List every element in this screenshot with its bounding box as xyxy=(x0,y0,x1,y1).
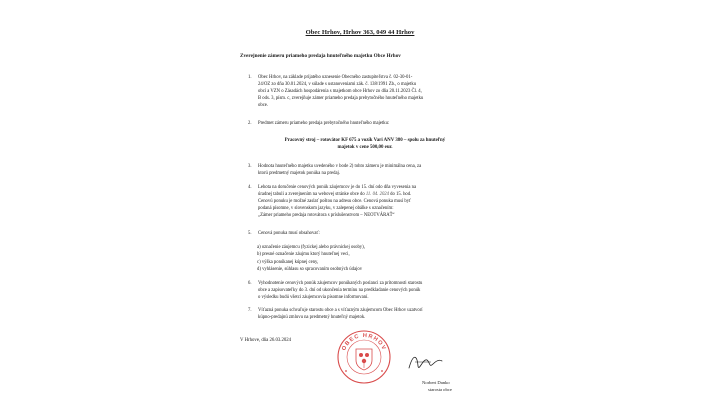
signer-name: Norbert Danko xyxy=(422,380,450,385)
date-line-suffix: do 15. hod. xyxy=(390,192,412,197)
item-line: Cenová ponuka musí obsahovať: xyxy=(258,231,320,236)
item-5-text xyxy=(258,230,490,237)
item-6-text xyxy=(258,280,490,301)
item-line: Vyhodnotenie cenových ponúk záujemcov ponúkaných poslanci za prítomnosti starostu xyxy=(258,281,423,286)
document-subtitle: Zverejnenie zámeru priameho predaja hnuteľného majetku Obce Hrhov xyxy=(240,53,401,59)
item-line: „Zámer priameho predaja rotovátora s príslušenstvom – NEOTVÁRAŤ“ xyxy=(258,213,395,218)
offer-description xyxy=(250,137,480,151)
item-number: 1. xyxy=(248,75,252,80)
item-line: kúpno-predajnú zmluvu na predmetný hnuteľný majetok. xyxy=(258,315,366,320)
date-line-prefix: úradnej tabuli a zverejnením na webovej stránke obce do xyxy=(258,192,365,197)
handwritten-date: 11. 04. 2024 xyxy=(365,192,389,197)
item-line: Obec Hrhov, na základe prijatého uznesenie Obecného zastupiteľstva č. 02-30-01- xyxy=(258,75,413,80)
item-line: Víťazná ponuka schvaľuje starostu obce a s víťazným záujemcom Obec Hrhov uzatvorí xyxy=(258,308,423,313)
requirements-list xyxy=(257,244,365,274)
item-line: Lehota na doručenie cenových ponúk záujemcov je do 15. dní odo dňa vyvesenia na xyxy=(258,185,417,190)
item-7-text xyxy=(258,307,490,321)
item-number: 6. xyxy=(248,281,252,286)
item-line: 24/OZ zo dňa 30.01.2024, v súlade s ustanoveniami zák. č. 138/1991 Zb., o majetku xyxy=(258,82,417,87)
stamp-text: OBEC HRHOV xyxy=(341,332,387,352)
item-line: ktorú predmetný majetok ponúka na predaj. xyxy=(258,171,341,176)
item-line: Predmet zámeru priameho predaja prebytočného hnuteľného majetku: xyxy=(258,121,390,126)
item-number: 7. xyxy=(248,308,252,313)
offer-line: majetok v cene 500,00 eur. xyxy=(337,145,393,150)
list-item: b) presné označenie záujmu ktorý hnuteľnej veci, xyxy=(257,252,350,258)
item-line: Cenovú ponuku je možné zaslať poštou na adresu obce. Cenová ponuka musí byť xyxy=(258,199,412,204)
item-line: Hodnota hnuteľného majetku uvedeného v bode 2) tohto zámeru je minimálna cena, za xyxy=(258,164,422,169)
item-line: B ods. 3, písm. c, zverejňuje zámer priameho predaja prebytočného hnuteľného majetku xyxy=(258,96,424,101)
official-stamp xyxy=(334,327,394,385)
item-line: o výsledku budú všetci záujemcovia písomne informovaní. xyxy=(258,295,369,300)
list-item: d) vyhlásenie, súhlasu so spracovaním osobných údajov xyxy=(257,267,363,273)
item-number: 3. xyxy=(248,164,252,169)
item-number: 5. xyxy=(248,231,252,236)
item-line-with-date xyxy=(258,191,490,198)
item-3-text xyxy=(258,163,490,177)
item-1-text xyxy=(258,74,490,109)
item-line: obce. xyxy=(258,103,269,108)
place-date: V Hrhove, dňa 26.03.2024 xyxy=(240,338,292,343)
signer-role: starosta obce xyxy=(428,386,452,392)
item-2-text xyxy=(258,120,490,127)
item-line: obcí a VZN o Zásadách hospodárenia s majetkom obce Hrhov zo dňa 20.11.2023 Čl. 4, xyxy=(258,89,422,94)
item-line: podaná písomne, v slovenskom jazyku, v zalepenej obálke s označením: xyxy=(258,206,394,211)
signer-block xyxy=(422,380,452,393)
item-number: 2. xyxy=(248,121,252,126)
list-item: c) výška ponúkanej kúpnej ceny, xyxy=(257,259,319,265)
item-line: obce a zapisovateľky do 3. dní od ukončenia termínu na predkladanie cenových ponúk xyxy=(258,288,421,293)
item-number: 4. xyxy=(248,185,252,190)
offer-line: Pracovný stroj – rotovátor KF 675 a vozík Vari ANV 380 – spolu za hnuteľný xyxy=(284,138,446,143)
item-4-text xyxy=(258,184,490,219)
coat-of-arms-icon xyxy=(356,349,372,370)
list-item: a) označenie záujemcu (fyzickej alebo právnickej osoby), xyxy=(257,245,365,250)
document-title: Obec Hrhov, Hrhov 363, 049 44 Hrhov xyxy=(305,29,415,36)
handwritten-signature xyxy=(405,350,445,374)
